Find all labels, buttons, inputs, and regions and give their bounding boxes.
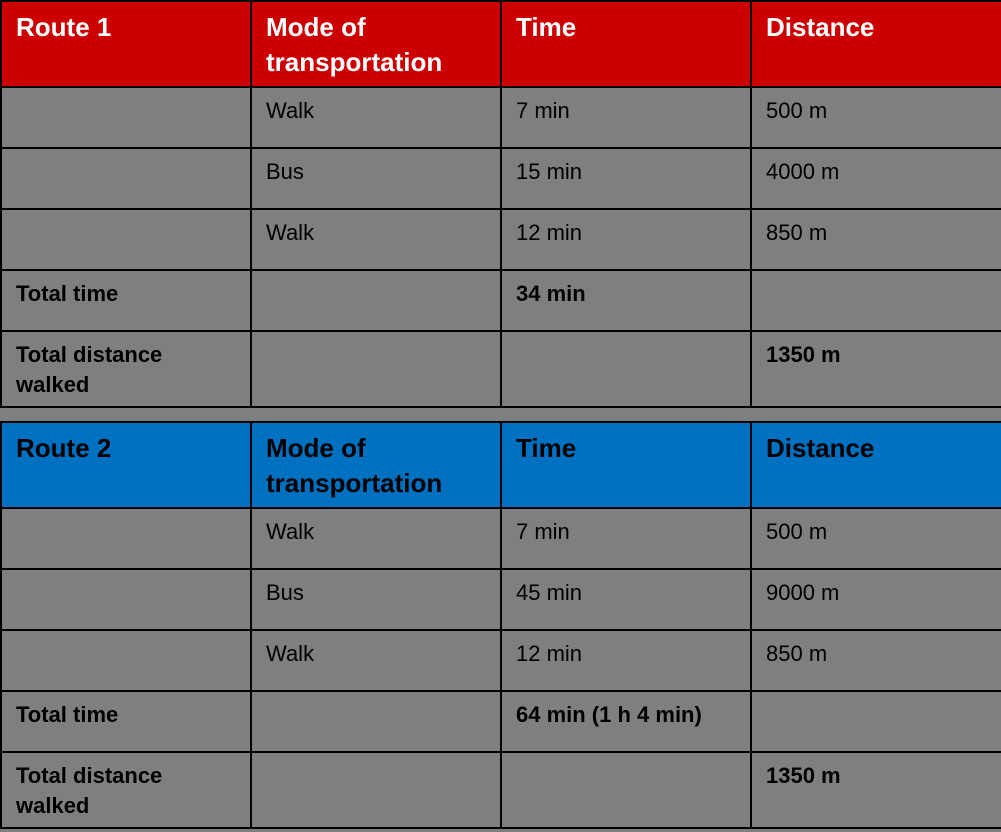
total-distance-row xyxy=(1,331,1001,407)
total-time-label: Total time xyxy=(1,270,251,331)
route-2-title: Route 2 xyxy=(1,422,251,508)
distance-column-header: Distance xyxy=(751,422,1001,508)
leg-distance: 500 m xyxy=(751,508,1001,569)
empty-cell xyxy=(751,270,1001,331)
time-column-header: Time xyxy=(501,422,751,508)
table-row xyxy=(1,508,1001,569)
table-row xyxy=(1,209,1001,270)
leg-mode: Bus xyxy=(251,148,501,209)
time-column-header: Time xyxy=(501,1,751,87)
total-distance-row xyxy=(1,752,1001,828)
empty-cell xyxy=(251,752,501,828)
empty-cell xyxy=(1,87,251,148)
table-row xyxy=(1,630,1001,691)
empty-cell xyxy=(251,691,501,752)
total-distance-value: 1350 m xyxy=(751,752,1001,828)
leg-distance: 500 m xyxy=(751,87,1001,148)
leg-time: 7 min xyxy=(501,508,751,569)
total-distance-label: Total distance walked xyxy=(1,752,251,828)
leg-distance: 4000 m xyxy=(751,148,1001,209)
leg-mode: Walk xyxy=(251,87,501,148)
leg-time: 7 min xyxy=(501,87,751,148)
table-row xyxy=(1,87,1001,148)
total-time-value: 34 min xyxy=(501,270,751,331)
table-row xyxy=(1,148,1001,209)
empty-cell xyxy=(1,569,251,630)
leg-distance: 850 m xyxy=(751,209,1001,270)
route-1-table xyxy=(0,0,1001,408)
total-distance-label: Total distance walked xyxy=(1,331,251,407)
total-time-value: 64 min (1 h 4 min) xyxy=(501,691,751,752)
leg-mode: Walk xyxy=(251,508,501,569)
empty-cell xyxy=(251,331,501,407)
table-row xyxy=(1,569,1001,630)
leg-distance: 850 m xyxy=(751,630,1001,691)
leg-mode: Walk xyxy=(251,209,501,270)
mode-column-header: Mode of transportation xyxy=(251,422,501,508)
total-distance-value: 1350 m xyxy=(751,331,1001,407)
leg-time: 45 min xyxy=(501,569,751,630)
leg-time: 12 min xyxy=(501,209,751,270)
empty-cell xyxy=(501,331,751,407)
empty-cell xyxy=(1,148,251,209)
empty-cell xyxy=(1,508,251,569)
empty-cell xyxy=(501,752,751,828)
total-time-label: Total time xyxy=(1,691,251,752)
mode-column-header: Mode of transportation xyxy=(251,1,501,87)
empty-cell xyxy=(1,209,251,270)
leg-time: 15 min xyxy=(501,148,751,209)
total-time-row xyxy=(1,270,1001,331)
empty-cell xyxy=(251,270,501,331)
route-2-table xyxy=(0,421,1001,829)
route-2-header-row xyxy=(1,422,1001,508)
empty-cell xyxy=(751,691,1001,752)
empty-cell xyxy=(1,630,251,691)
leg-distance: 9000 m xyxy=(751,569,1001,630)
route-1-header-row xyxy=(1,1,1001,87)
route-1-title: Route 1 xyxy=(1,1,251,87)
total-time-row xyxy=(1,691,1001,752)
distance-column-header: Distance xyxy=(751,1,1001,87)
leg-mode: Walk xyxy=(251,630,501,691)
leg-mode: Bus xyxy=(251,569,501,630)
leg-time: 12 min xyxy=(501,630,751,691)
